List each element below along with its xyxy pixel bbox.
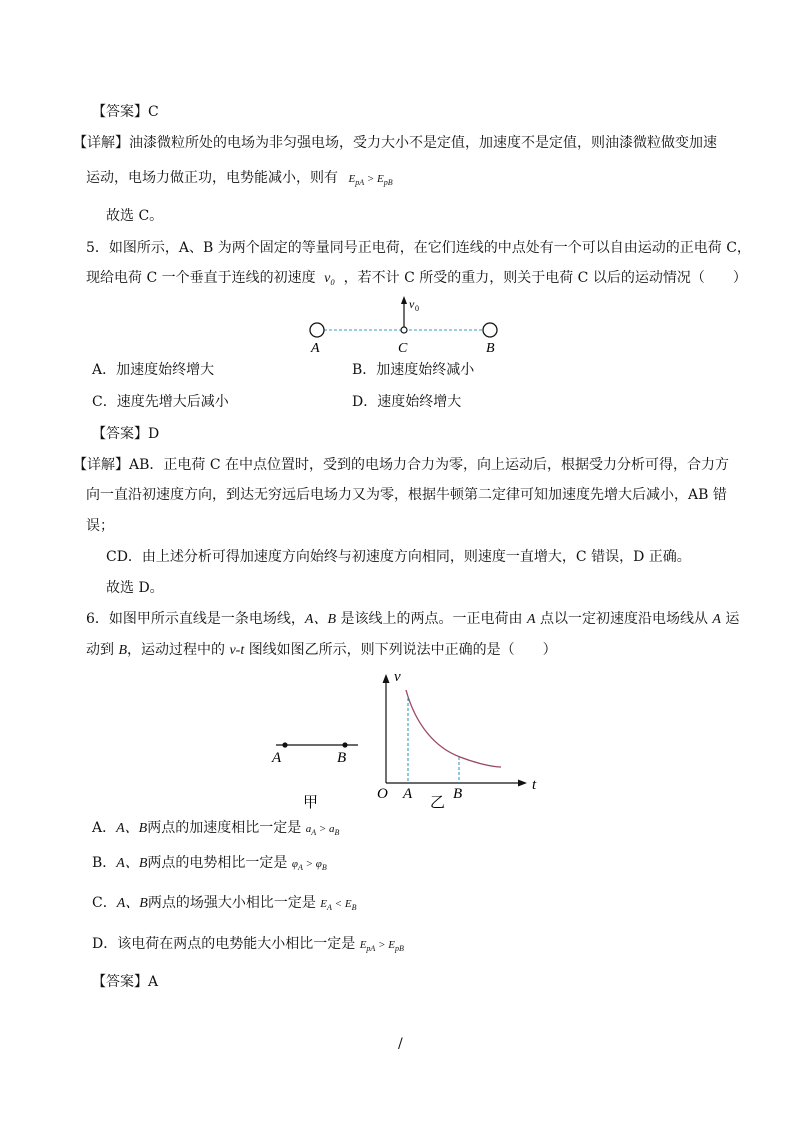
q6-option-b xyxy=(92,853,327,878)
q5-option-d: D．速度始终增大 xyxy=(352,394,462,410)
q6-yi-caption: 乙 xyxy=(430,795,446,811)
q6-option-d-text: 该电荷在两点的电势能大小相比一定是 xyxy=(117,936,356,952)
q6-stem-a: A xyxy=(526,612,536,627)
q6-vt-curve xyxy=(406,690,501,767)
q6-option-b-ab: A、B xyxy=(116,856,148,871)
page-mark: / xyxy=(398,1036,403,1052)
q5-stem-text-a: 现给电荷 C 一个垂直于连线的初速度 xyxy=(86,270,316,286)
q6-stem2-text-c: 图线如图乙所示，则下列说法中正确的是（ ） xyxy=(248,642,557,658)
q6-option-b-formula: $\varphi_A > \varphi_B$ xyxy=(291,858,327,872)
q6-stem2-text-a: 动到 xyxy=(86,642,114,658)
q4-detail-line-2 xyxy=(86,168,393,193)
q6-figure-yi xyxy=(370,668,550,816)
q6-option-c-prefix: C． xyxy=(92,895,117,911)
q5-detail-line-2: 向一直沿初速度方向，到达无穷远后电场力又为零，根据牛顿第二定律可知加速度先增大后减小，AB 错 xyxy=(86,487,727,503)
q5-answer: 【答案】D xyxy=(92,426,160,442)
q5-label-b: B xyxy=(486,341,495,356)
q6-answer: 【答案】A xyxy=(92,974,159,990)
q6-t-axis-arrowhead xyxy=(518,780,527,787)
q6-option-a-prefix: A． xyxy=(92,820,117,836)
q4-answer: 【答案】C xyxy=(92,104,159,120)
q4-detail-text: 运动，电场力做正功，电势能减小，则有 xyxy=(86,170,338,186)
q6-jia-caption: 甲 xyxy=(303,795,319,811)
q6-point-a xyxy=(282,742,287,747)
q6-stem2-vt: v-t xyxy=(229,643,245,658)
q5-label-v: v xyxy=(409,297,415,311)
q5-stem-line-1: 5．如图所示，A、B 为两个固定的等量同号正电荷，在它们连线的中点处有一个可以自由运动的正电荷 C， xyxy=(86,240,751,256)
q6-stem-ab: A、B xyxy=(304,612,337,627)
q6-option-a-formula: $a_A > a_B$ xyxy=(305,823,340,837)
q4-formula: $E_{pA} > E_{pB}$ xyxy=(348,173,393,187)
q5-charge-c xyxy=(401,327,407,333)
q6-yi-label-t: t xyxy=(532,777,537,793)
q5-stem-text-b: ，若不计 C 所受的重力，则关于电荷 C 以后的运动情况（ ） xyxy=(343,270,747,286)
q5-detail-line-1: 【详解】AB．正电荷 C 在中点位置时，受到的电场力合力为零，向上运动后，根据受力分析可得，合力方 xyxy=(73,457,730,473)
q5-charge-a xyxy=(310,323,324,337)
q6-stem-text-c: 点以一定初速度沿电场线从 xyxy=(539,611,708,627)
q5-detail-line-3: 误； xyxy=(86,518,114,534)
q6-figure-jia xyxy=(268,730,368,815)
q6-option-d xyxy=(92,934,404,959)
q6-option-a xyxy=(92,818,339,843)
q5-velocity-arrowhead xyxy=(401,296,407,304)
q6-yi-label-o: O xyxy=(377,786,388,802)
q6-option-c xyxy=(92,893,356,918)
q4-detail-line-1: 【详解】油漆微粒所处的电场为非匀强电场，受力大小不是定值，加速度不是定值，则油漆微粒做变加速 xyxy=(73,135,717,151)
q5-figure xyxy=(300,294,510,356)
q5-option-c: C．速度先增大后减小 xyxy=(92,394,229,410)
q6-stem-a2: A xyxy=(712,612,721,627)
q6-yi-label-v: v xyxy=(394,669,401,685)
q5-option-a: A．加速度始终增大 xyxy=(92,362,215,378)
q4-conclusion: 故选 C。 xyxy=(106,208,164,224)
q5-charge-b xyxy=(483,323,497,337)
q6-yi-label-a: A xyxy=(403,786,413,802)
q5-detail-line-4: CD．由上述分析可得加速度方向始终与初速度方向相同，则速度一直增大，C 错误，D 正确。 xyxy=(106,549,691,565)
q5-v0-symbol: v₀ xyxy=(324,271,336,286)
q6-stem-line-2 xyxy=(86,640,557,661)
q6-stem-text-d: 运 xyxy=(725,611,740,627)
q6-stem2-b: B xyxy=(118,643,128,658)
q6-v-axis-arrowhead xyxy=(383,674,390,683)
q6-stem-text-b: 是该线上的两点。一正电荷由 xyxy=(340,611,523,627)
q6-option-d-prefix: D． xyxy=(92,936,118,952)
q5-label-a: A xyxy=(311,341,320,356)
q5-label-v-sub: 0 xyxy=(415,304,419,313)
q6-option-a-text: 两点的加速度相比一定是 xyxy=(147,820,302,836)
q6-option-c-formula: $E_A < E_B$ xyxy=(320,898,357,912)
q6-point-b xyxy=(342,742,347,747)
q6-yi-label-b: B xyxy=(453,786,463,802)
q6-jia-label-b: B xyxy=(337,750,347,766)
q6-option-b-text: 两点的电势相比一定是 xyxy=(147,855,288,871)
q5-conclusion: 故选 D。 xyxy=(106,580,164,596)
q6-stem2-text-b: ，运动过程中的 xyxy=(127,642,226,658)
q6-option-d-formula: $E_{pA} > E_{pB}$ xyxy=(359,939,404,953)
q5-option-b: B．加速度始终减小 xyxy=(352,362,475,378)
q6-option-c-text: 两点的场强大小相比一定是 xyxy=(147,895,316,911)
q6-option-b-prefix: B． xyxy=(92,855,117,871)
q5-label-c: C xyxy=(398,341,408,356)
q6-option-c-ab: A、B xyxy=(116,896,148,911)
q6-stem-text-a: 6．如图甲所示直线是一条电场线， xyxy=(86,611,305,627)
q6-option-a-ab: A、B xyxy=(116,821,148,836)
q6-stem-line-1 xyxy=(86,609,739,630)
q5-stem-line-2 xyxy=(86,268,747,289)
q6-jia-label-a: A xyxy=(272,750,282,766)
